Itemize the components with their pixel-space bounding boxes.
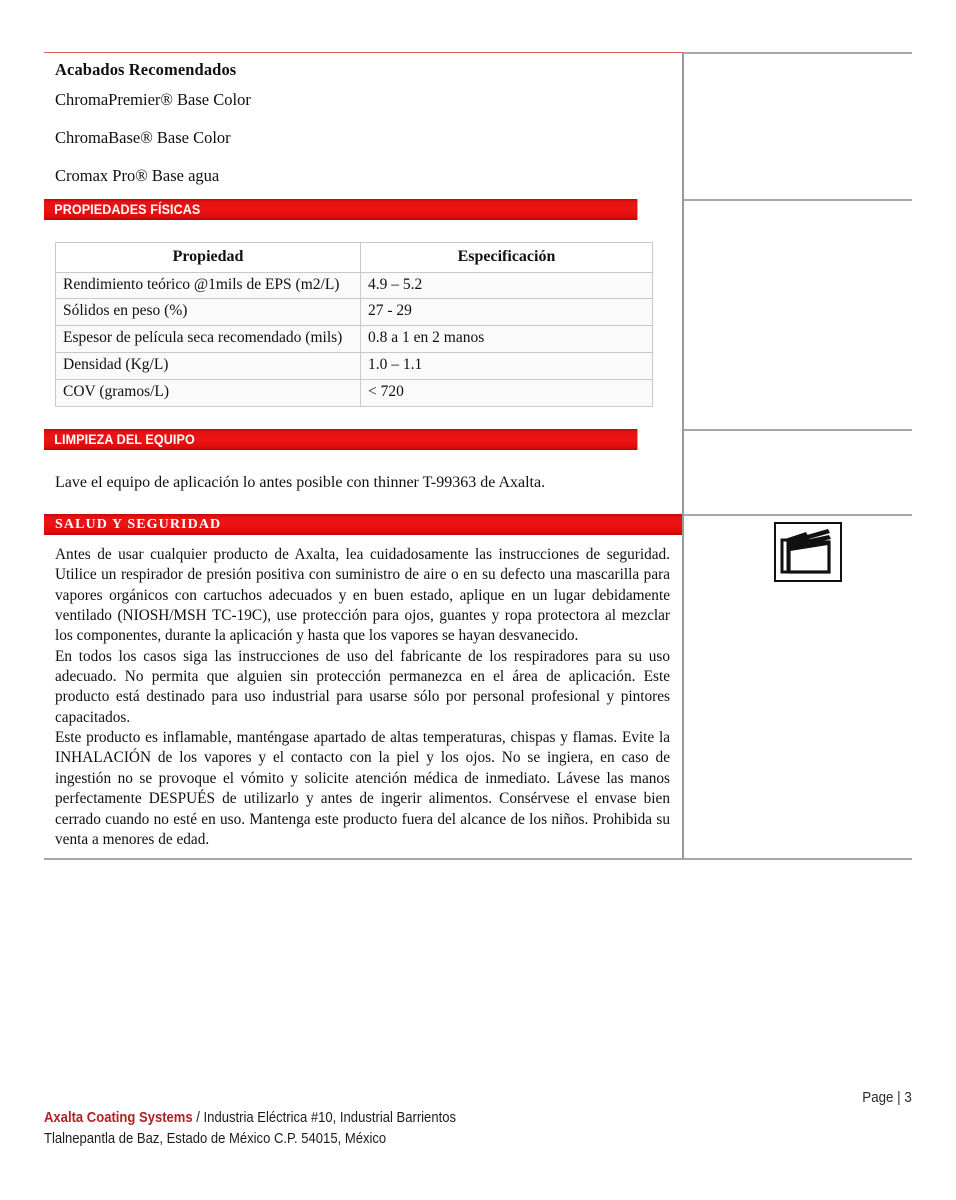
- cell-property: Espesor de película seca recomendado (mils): [56, 326, 361, 353]
- limpieza-cell: [44, 429, 684, 514]
- section-row-limpieza: [44, 429, 912, 514]
- cell-property: Sólidos en peso (%): [56, 299, 361, 326]
- section-header-propiedades: PROPIEDADES FÍSICAS: [44, 199, 637, 220]
- physical-properties-table: [55, 242, 653, 407]
- cell-specification: 1.0 – 1.1: [361, 353, 653, 380]
- margin-cell-limpieza: [684, 429, 912, 514]
- cell-specification: 27 - 29: [361, 299, 653, 326]
- safety-paragraph: Este producto es inflamable, manténgase apartado de altas temperaturas, chispas y flamas. Evite la INHALACIÓN de los vapores y el contacto con la piel y los ojos. No se ingiera, en caso de ingestión no se provoque el vómito y solicite atención médica de inmediato. Lávese las manos perfectamente DESPUÉS de utilizarlo y antes de ingerir alimentos. Consérvese el envase bien cerrado cuando no esté en uso. Mantenga este producto fuera del alcance de los niños. Prohibida su venta a menores de edad.: [55, 729, 670, 848]
- safety-paragraph: En todos los casos siga las instrucciones de uso del fabricante de los respiradores para su uso adecuado. No permita que alguien sin protección permanezca en el área de aplicación. Este producto está destinado para uso industrial para usarse sólo por personal profesional y pintores capacitados.: [55, 647, 670, 726]
- safety-text-block: [44, 535, 682, 858]
- section-row-salud: [44, 514, 912, 860]
- section-header-salud: SALUD Y SEGURIDAD: [44, 514, 682, 535]
- pictogram-holder: [774, 522, 842, 582]
- read-instructions-book-icon: [774, 522, 842, 582]
- cell-property: COV (gramos/L): [56, 380, 361, 407]
- margin-cell-finishes: [684, 52, 912, 199]
- finishes-cell: [44, 52, 684, 199]
- table-row: [56, 353, 653, 380]
- section-header-limpieza: LIMPIEZA DEL EQUIPO: [44, 429, 637, 450]
- footer-address-1: / Industria Eléctrica #10, Industrial Barrientos: [192, 1110, 456, 1126]
- table-header-row: [56, 243, 653, 273]
- cell-specification: 0.8 a 1 en 2 manos: [361, 326, 653, 353]
- cell-specification: < 720: [361, 380, 653, 407]
- column-header-propiedad: Propiedad: [56, 243, 361, 273]
- finishes-item: Cromax Pro® Base agua: [55, 166, 220, 185]
- cleaning-text: Lave el equipo de aplicación lo antes posible con thinner T-99363 de Axalta.: [55, 474, 546, 492]
- book-glyph: [776, 524, 839, 579]
- table-row: [56, 272, 653, 299]
- column-header-especificacion: Especificación: [361, 243, 653, 273]
- finishes-block: [44, 53, 682, 199]
- finishes-item: ChromaBase® Base Color: [55, 128, 231, 147]
- cell-property: Densidad (Kg/L): [56, 353, 361, 380]
- margin-cell-propiedades: [684, 199, 912, 429]
- finishes-item: ChromaPremier® Base Color: [55, 90, 251, 109]
- table-row: [56, 380, 653, 407]
- table-row: [56, 299, 653, 326]
- page-number: Page | 3: [862, 1090, 912, 1106]
- salud-cell: [44, 514, 684, 860]
- propiedades-cell: [44, 199, 684, 429]
- section-row-finishes: [44, 52, 912, 199]
- document-sheet: [44, 52, 912, 860]
- table-row: [56, 326, 653, 353]
- section-row-propiedades: [44, 199, 912, 429]
- cell-property: Rendimiento teórico @1mils de EPS (m2/L): [56, 272, 361, 299]
- company-name: Axalta Coating Systems: [44, 1110, 193, 1126]
- spec-table-wrap: [44, 220, 682, 429]
- footer-line-2: Tlalnepantla de Baz, Estado de México C.P. 54015, México: [44, 1131, 387, 1148]
- safety-paragraph: Antes de usar cualquier producto de Axalta, lea cuidadosamente las instrucciones de seguridad. Utilice un respirador de presión positiva con suministro de aire o en su defecto una mascarilla para vapores orgánicos con cartuchos adecuados y en buen estado, aplique en un lugar debidamente ventilado (NIOSH/MSH TC-19C), use protección para ojos, guantes y ropa protectora al mezclar los componentes, durante la aplicación y hasta que los vapores se hayan desvanecido.: [55, 546, 670, 645]
- footer-line-1: [44, 1108, 456, 1129]
- margin-cell-salud: [684, 514, 912, 860]
- footer: [44, 1108, 456, 1150]
- finishes-heading: Acabados Recomendados: [55, 60, 237, 79]
- cell-specification: 4.9 – 5.2: [361, 272, 653, 299]
